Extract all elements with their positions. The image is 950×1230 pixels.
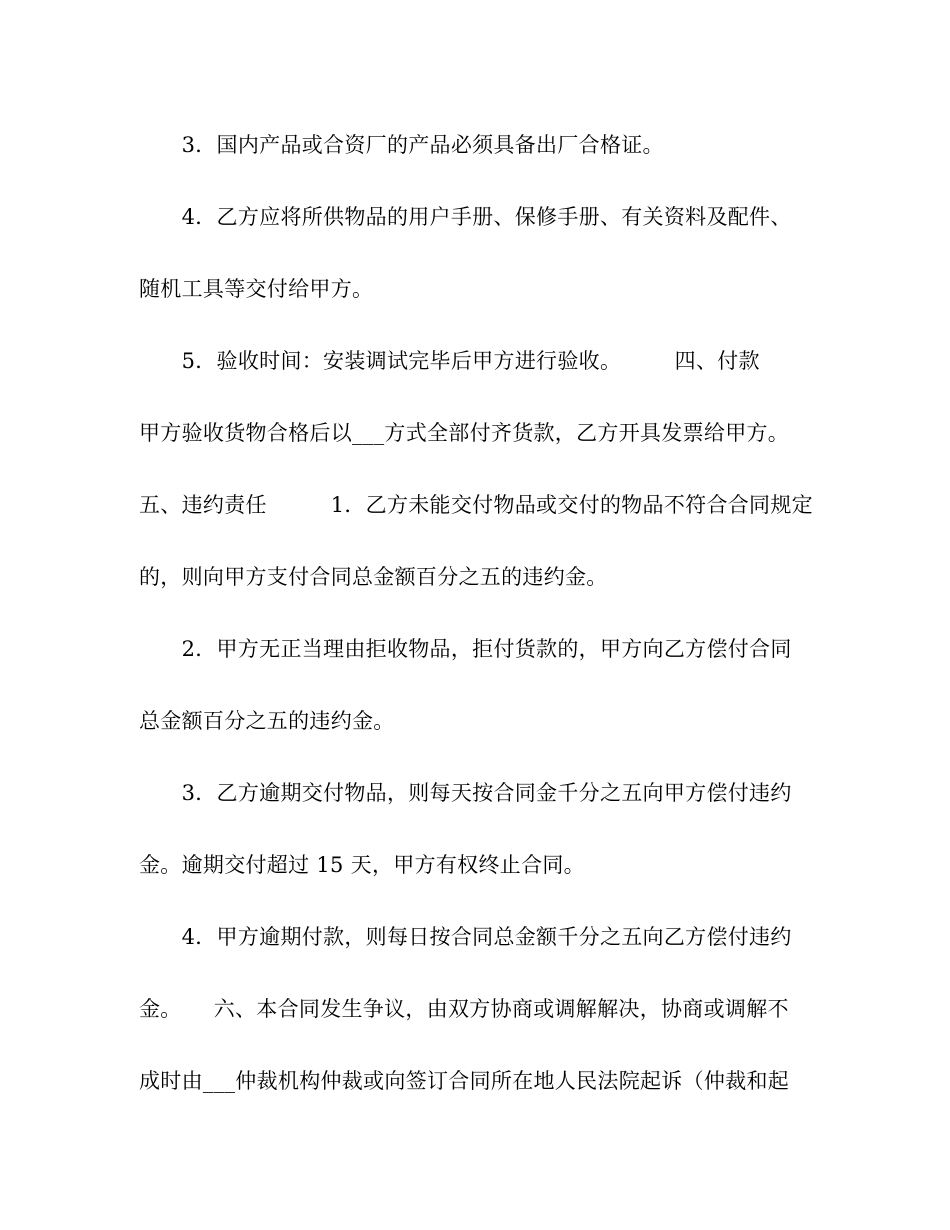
- paragraph-line: 5．验收时间：安装调试完毕后甲方进行验收。 四、付款: [139, 349, 760, 373]
- paragraph-line: 金。 六、本合同发生争议，由双方协商或调解解决，协商或调解不: [139, 997, 789, 1021]
- paragraph-line: 总金额百分之五的违约金。: [139, 709, 395, 733]
- paragraph-line: 4．乙方应将所供物品的用户手册、保修手册、有关资料及配件、: [139, 205, 792, 229]
- paragraph-line: 的，则向甲方支付合同总金额百分之五的违约金。: [139, 565, 608, 589]
- paragraph-line: 金。逾期交付超过 15 天，甲方有权终止合同。: [139, 853, 585, 877]
- paragraph-line: 五、违约责任 1．乙方未能交付物品或交付的物品不符合合同规定: [139, 493, 813, 517]
- paragraph-line: 3．乙方逾期交付物品，则每天按合同金千分之五向甲方偿付违约: [139, 781, 792, 805]
- paragraph-line: 4．甲方逾期付款，则每日按合同总金额千分之五向乙方偿付违约: [139, 925, 792, 949]
- paragraph-line: 2．甲方无正当理由拒收物品，拒付货款的，甲方向乙方偿付合同: [139, 637, 792, 661]
- paragraph-line: 甲方验收货物合格后以___方式全部付齐货款，乙方开具发票给甲方。: [139, 421, 790, 445]
- paragraph-line: 成时由___仲裁机构仲裁或向签订合同所在地人民法院起诉（仲裁和起: [139, 1069, 790, 1093]
- paragraph-line: 随机工具等交付给甲方。: [139, 277, 374, 301]
- paragraph-line: 3．国内产品或合资厂的产品必须具备出厂合格证。: [139, 133, 664, 157]
